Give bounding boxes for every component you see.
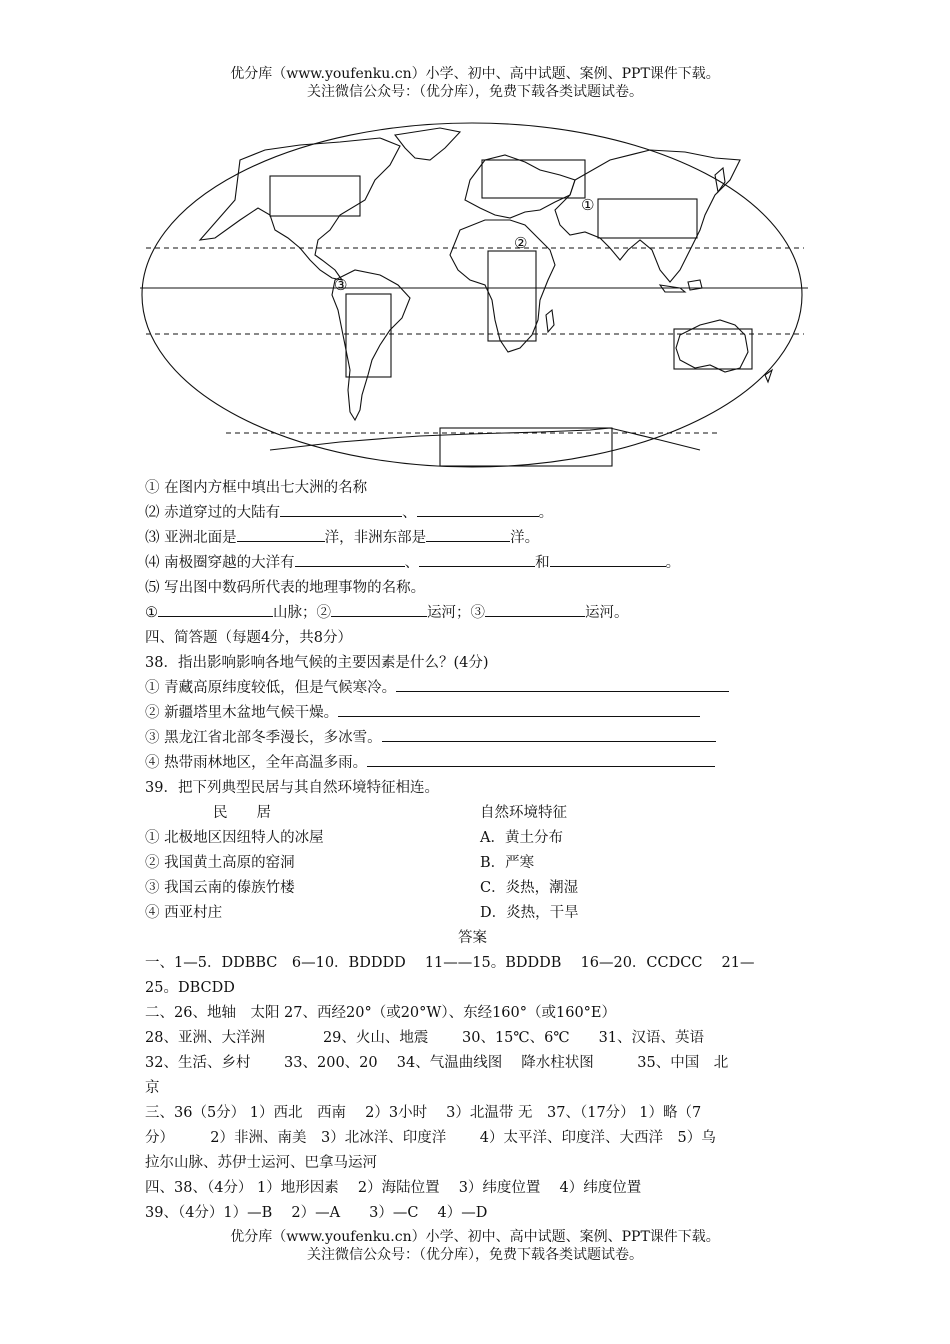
asia-coast: [555, 150, 740, 282]
marker-2: ②: [514, 234, 528, 252]
box-europe: [482, 160, 585, 198]
q37-part3: ⑶ 亚洲北面是 洋，非洲东部是 洋。: [145, 526, 539, 547]
answer-blank[interactable]: [417, 502, 539, 517]
header-line-1: 优分库（www.youfenku.cn）小学、初中、高中试题、案例、PPT课件下载。: [230, 66, 720, 82]
answer-blank[interactable]: [550, 552, 666, 567]
answer-blank[interactable]: [338, 702, 700, 717]
answer-line: 分） 2）非洲、南美 3）北冰洋、印度洋 4）太平洋、印度洋、大西洋 5）乌: [145, 1130, 716, 1146]
footer-line-1: 优分库（www.youfenku.cn）小学、初中、高中试题、案例、PPT课件下载。: [230, 1229, 720, 1245]
answer-line: 四、38、（4分） 1）地形因素 2）海陆位置 3）纬度位置 4）纬度位置: [145, 1180, 642, 1196]
q39-title: 39．把下列典型民居与其自然环境特征相连。: [145, 780, 439, 796]
q39-right-item-c: C．炎热，潮湿: [480, 880, 579, 896]
q39-left-item-3: ③ 我国云南的傣族竹楼: [145, 880, 295, 896]
footer-line-2: 关注微信公众号：（优分库），免费下载各类试题试卷。: [307, 1247, 643, 1263]
q37-part4: ⑷ 南极圈穿越的大洋有 、 和 。: [145, 551, 680, 572]
answer-blank[interactable]: [485, 602, 585, 617]
answers-title: 答案: [458, 930, 487, 946]
q39-col-left-header: 民 居: [213, 805, 271, 821]
answer-blank[interactable]: [367, 752, 715, 767]
q39-right-item-d: D．炎热，干旱: [480, 905, 579, 921]
answer-blank[interactable]: [382, 727, 716, 742]
q37-part2: ⑵ 赤道穿过的大陆有 、 。: [145, 501, 553, 522]
q39-col-right-header: 自然环境特征: [480, 805, 567, 821]
answer-blank[interactable]: [237, 527, 325, 542]
q37-part1: ① 在图内方框中填出七大洲的名称: [145, 480, 368, 496]
answer-line: 京: [145, 1080, 160, 1096]
answer-blank[interactable]: [158, 602, 273, 617]
answer-line: 一、1—5．DDBBC 6—10．BDDDD 11——15。BDDDB 16—20．CCDCC 21—: [145, 955, 755, 971]
q38-item-3: ③ 黑龙江省北部冬季漫长，多冰雪。: [145, 726, 716, 747]
answer-blank[interactable]: [331, 602, 427, 617]
answer-line: 二、26、地轴 太阳 27、西经20°（或20°W）、东经160°（或160°E）: [145, 1005, 617, 1021]
answer-blank[interactable]: [396, 677, 729, 692]
q38-title: 38．指出影响影响各地气候的主要因素是什么？(4分): [145, 655, 489, 671]
box-asia: [598, 199, 697, 238]
box-south-america: [346, 294, 391, 377]
answer-blank[interactable]: [426, 527, 510, 542]
madagascar-coast: [546, 310, 554, 332]
box-africa: [488, 251, 536, 341]
world-map: [140, 120, 810, 470]
map-outline: [142, 123, 802, 467]
answer-line: 39、（4分）1）—B 2）—A 3）—C 4）—D: [145, 1205, 488, 1221]
answer-line: 拉尔山脉、苏伊士运河、巴拿马运河: [145, 1155, 377, 1171]
q38-item-4: ④ 热带雨林地区，全年高温多雨。: [145, 751, 715, 772]
q39-right-item-a: A．黄土分布: [480, 830, 563, 846]
africa-coast: [450, 220, 555, 352]
q37-part5: ⑸ 写出图中数码所代表的地理事物的名称。: [145, 580, 426, 596]
q37-part5-blanks: ① 山脉；② 运河；③ 运河。: [145, 601, 629, 622]
indonesia-islands: [660, 280, 702, 292]
greenland-coast: [395, 128, 460, 160]
answer-line: 32、生活、乡村 33、200、20 34、气温曲线图 降水柱状图 35、中国 北: [145, 1055, 729, 1071]
answer-blank[interactable]: [280, 502, 402, 517]
north-america-coast: [200, 138, 400, 280]
answer-blank[interactable]: [295, 552, 405, 567]
answer-line: 25。DBCDD: [145, 980, 235, 996]
q38-item-1: ① 青藏高原纬度较低，但是气候寒冷。: [145, 676, 729, 697]
marker-1: ①: [581, 196, 595, 214]
answer-line: 28、亚洲、大洋洲 29、火山、地震 30、15℃、6℃ 31、汉语、英语: [145, 1030, 705, 1046]
q39-left-item-1: ① 北极地区因纽特人的冰屋: [145, 830, 324, 846]
answer-blank[interactable]: [419, 552, 535, 567]
new-zealand-coast: [765, 370, 772, 382]
q39-left-item-4: ④ 西亚村庄: [145, 905, 223, 921]
header-line-2: 关注微信公众号：（优分库），免费下载各类试题试卷。: [307, 84, 643, 100]
answer-line: 三、36（5分） 1）西北 西南 2）3小时 3）北温带 无 37、（17分） 1）略（7: [145, 1105, 702, 1121]
q39-left-item-2: ② 我国黄土高原的窑洞: [145, 855, 295, 871]
antarctica-coast: [270, 428, 700, 450]
australia-coast: [676, 320, 748, 372]
box-north-america: [270, 176, 360, 216]
q38-item-2: ② 新疆塔里木盆地气候干燥。: [145, 701, 700, 722]
marker-3: ③: [334, 276, 348, 294]
section4-title: 四、简答题（每题4分，共8分）: [145, 630, 352, 646]
q39-right-item-b: B．严寒: [480, 855, 535, 871]
